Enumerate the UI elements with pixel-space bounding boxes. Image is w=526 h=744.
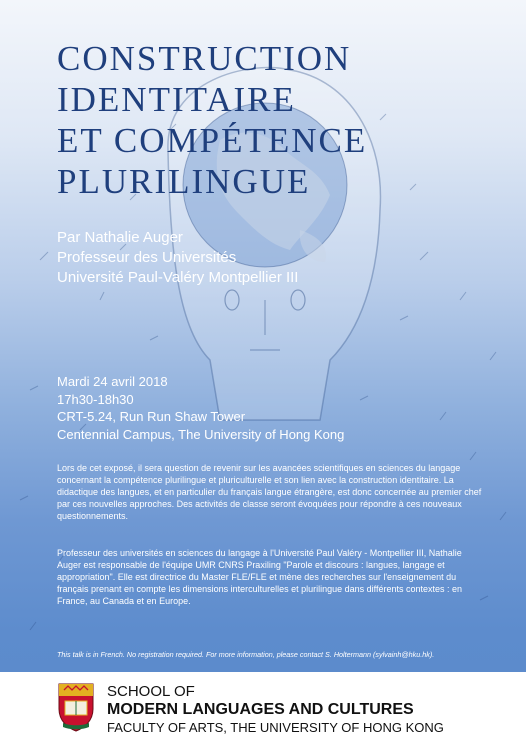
speaker-bio: Professeur des universités en sciences du langage à l'Université Paul Valéry - Montpellier III, Nathalie Auger est responsable de l'équipe UMR CNRS Praxiling "Parole et discours : langues, langage et appropriation". Elle est directrice du Master FLE/FLE et mène des recherches sur l'enseignement du français prenant en compte les dimensions interculturelles et plurilingue dans différents contextes : en France, au Canada et en Europe. (57, 548, 463, 606)
footer-department: MODERN LANGUAGES AND CULTURES (107, 701, 414, 718)
title-line-2: IDENTITAIRE (57, 80, 296, 119)
speaker-role: Professeur des Universités (57, 249, 237, 266)
talk-description: Lors de cet exposé, il sera question de revenir sur les avancées scientifiques en sciences du langage concernant la compétence plurilingue et pluriculturelle et son lien avec la construction identitaire. La didactique des langues, et en particulier du français langue étrangère, est donc concernée au premier chef par ces nouvelles approches. Des activités de classe seront évoquées pour répondre à ces nouveaux questionnements. (57, 463, 482, 521)
speaker-institution: Université Paul-Valéry Montpellier III (57, 269, 299, 286)
event-room: CRT-5.24, Run Run Shaw Tower (57, 409, 246, 424)
event-date: Mardi 24 avril 2018 (57, 374, 168, 389)
hku-crest-icon (56, 681, 96, 733)
footer-faculty: FACULTY OF ARTS, THE UNIVERSITY OF HONG KONG (107, 720, 444, 735)
event-time: 17h30-18h30 (57, 391, 134, 407)
event-details (57, 373, 344, 443)
title-line-4: PLURILINGUE (57, 162, 311, 201)
title-line-3: ET COMPÉTENCE (57, 121, 368, 160)
event-campus: Centennial Campus, The University of Hong Kong (57, 426, 345, 442)
title-line-1: CONSTRUCTION (57, 39, 352, 78)
speaker-block (57, 228, 298, 288)
poster-title (57, 38, 497, 202)
footer-school-of: SCHOOL OF (107, 683, 195, 700)
registration-note: This talk is in French. No registration required. For more information, please contact S. Holtermann (sylvainh@hku.hk). (57, 650, 435, 659)
speaker-name: Par Nathalie Auger (57, 229, 183, 246)
